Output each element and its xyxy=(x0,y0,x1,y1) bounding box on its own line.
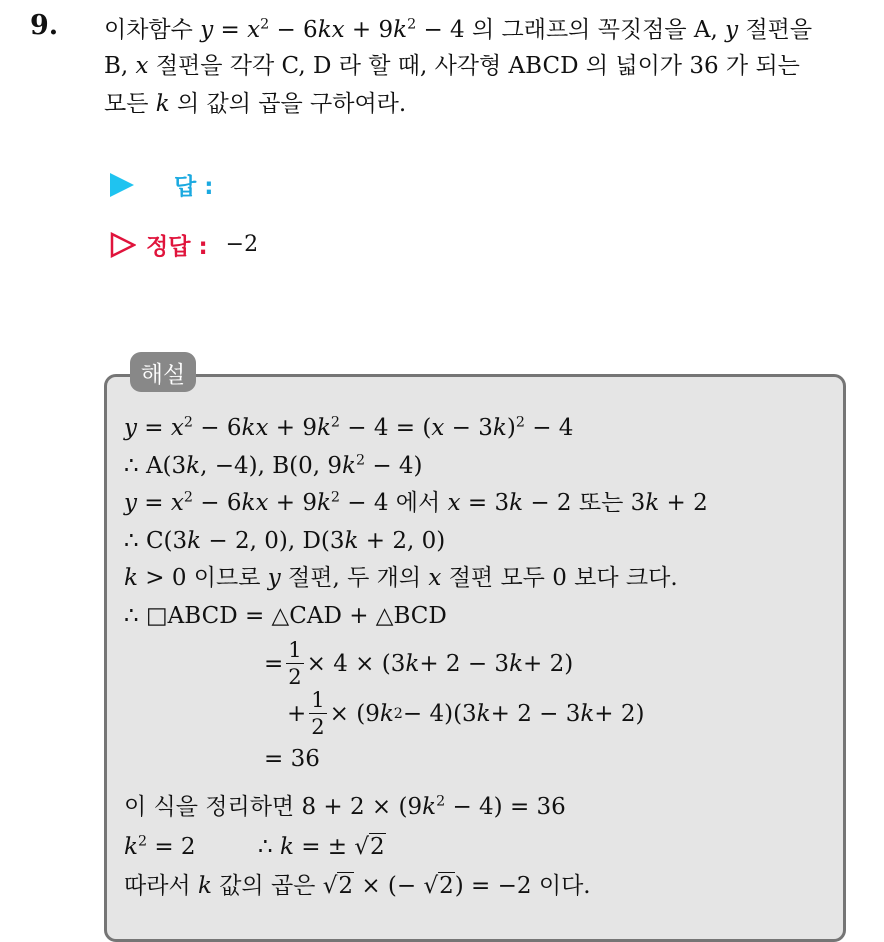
fraction: $\frac{1}{2}$ xyxy=(311,688,325,739)
square-root: √2 xyxy=(354,834,385,860)
solution-line-8: + $\frac{1}{2}$ × (9 k 2 − 4)(3 k + 2 − 3 k + 2) xyxy=(287,688,645,739)
correct-answer-label: 정답 : xyxy=(146,234,208,260)
solution-line-1: $y = x^2 - 6kx + 9k^2 - 4 = (x - 3k)^2 - 4$ xyxy=(124,414,574,441)
solution-line-2: ∴ A(3k, −4), B(0, $9k^2 - 4$) xyxy=(124,452,423,479)
question-line-2: B, x 절편을 각각 C, D 라 할 때, 사각형 ABCD 의 넓이가 36 가 되는 xyxy=(104,53,800,79)
question-number: 9. xyxy=(30,10,59,41)
answer-row xyxy=(110,168,213,201)
question-line-3: 모든 k 의 값의 곱을 구하여라. xyxy=(104,91,407,117)
correct-answer-value: −2 xyxy=(225,232,259,257)
solution-line-11-conclusion: ∴ k = ± √2 xyxy=(258,830,386,864)
filled-triangle-icon xyxy=(110,173,134,197)
solution-line-3: $y = x^2 - 6kx + 9k^2 - 4$ 에서 x = 3k − 2 또는 3k + 2 xyxy=(124,489,708,516)
outlined-triangle-icon xyxy=(110,232,136,258)
fraction: $\frac{1}{2}$ xyxy=(288,638,302,689)
solution-tag: 해설 xyxy=(130,352,196,392)
solution-line-7: = $\frac{1}{2}$ × 4 × (3 k + 2 − 3 k + 2) xyxy=(264,638,574,689)
solution-line-9: = 36 xyxy=(264,746,320,772)
square-root: √2 xyxy=(322,873,354,899)
square-root: √2 xyxy=(423,873,454,899)
solution-line-12: 따라서 k 값의 곱은 √2 × (− √2) = −2 이다. xyxy=(124,869,591,903)
solution-line-10: 이 식을 정리하면 $8 + 2 \times (9k^2 - 4) = 36$ xyxy=(124,793,566,820)
answer-label: 답 : xyxy=(174,174,214,200)
solution-line-11: $k^2 = 2$ xyxy=(124,833,196,860)
correct-answer-row xyxy=(110,228,258,261)
solution-line-5: k > 0 이므로 y 절편, 두 개의 x 절편 모두 0 보다 크다. xyxy=(124,565,678,591)
solution-line-6: ∴ □ABCD = △CAD + △BCD xyxy=(124,603,447,629)
solution-line-4: ∴ C(3k − 2, 0), D(3k + 2, 0) xyxy=(124,528,446,554)
question-line-1: 이차함수 $y = x^2 - 6kx + 9k^2 - 4$ 의 그래프의 꼭짓점을 A, y 절편을 xyxy=(104,16,813,43)
